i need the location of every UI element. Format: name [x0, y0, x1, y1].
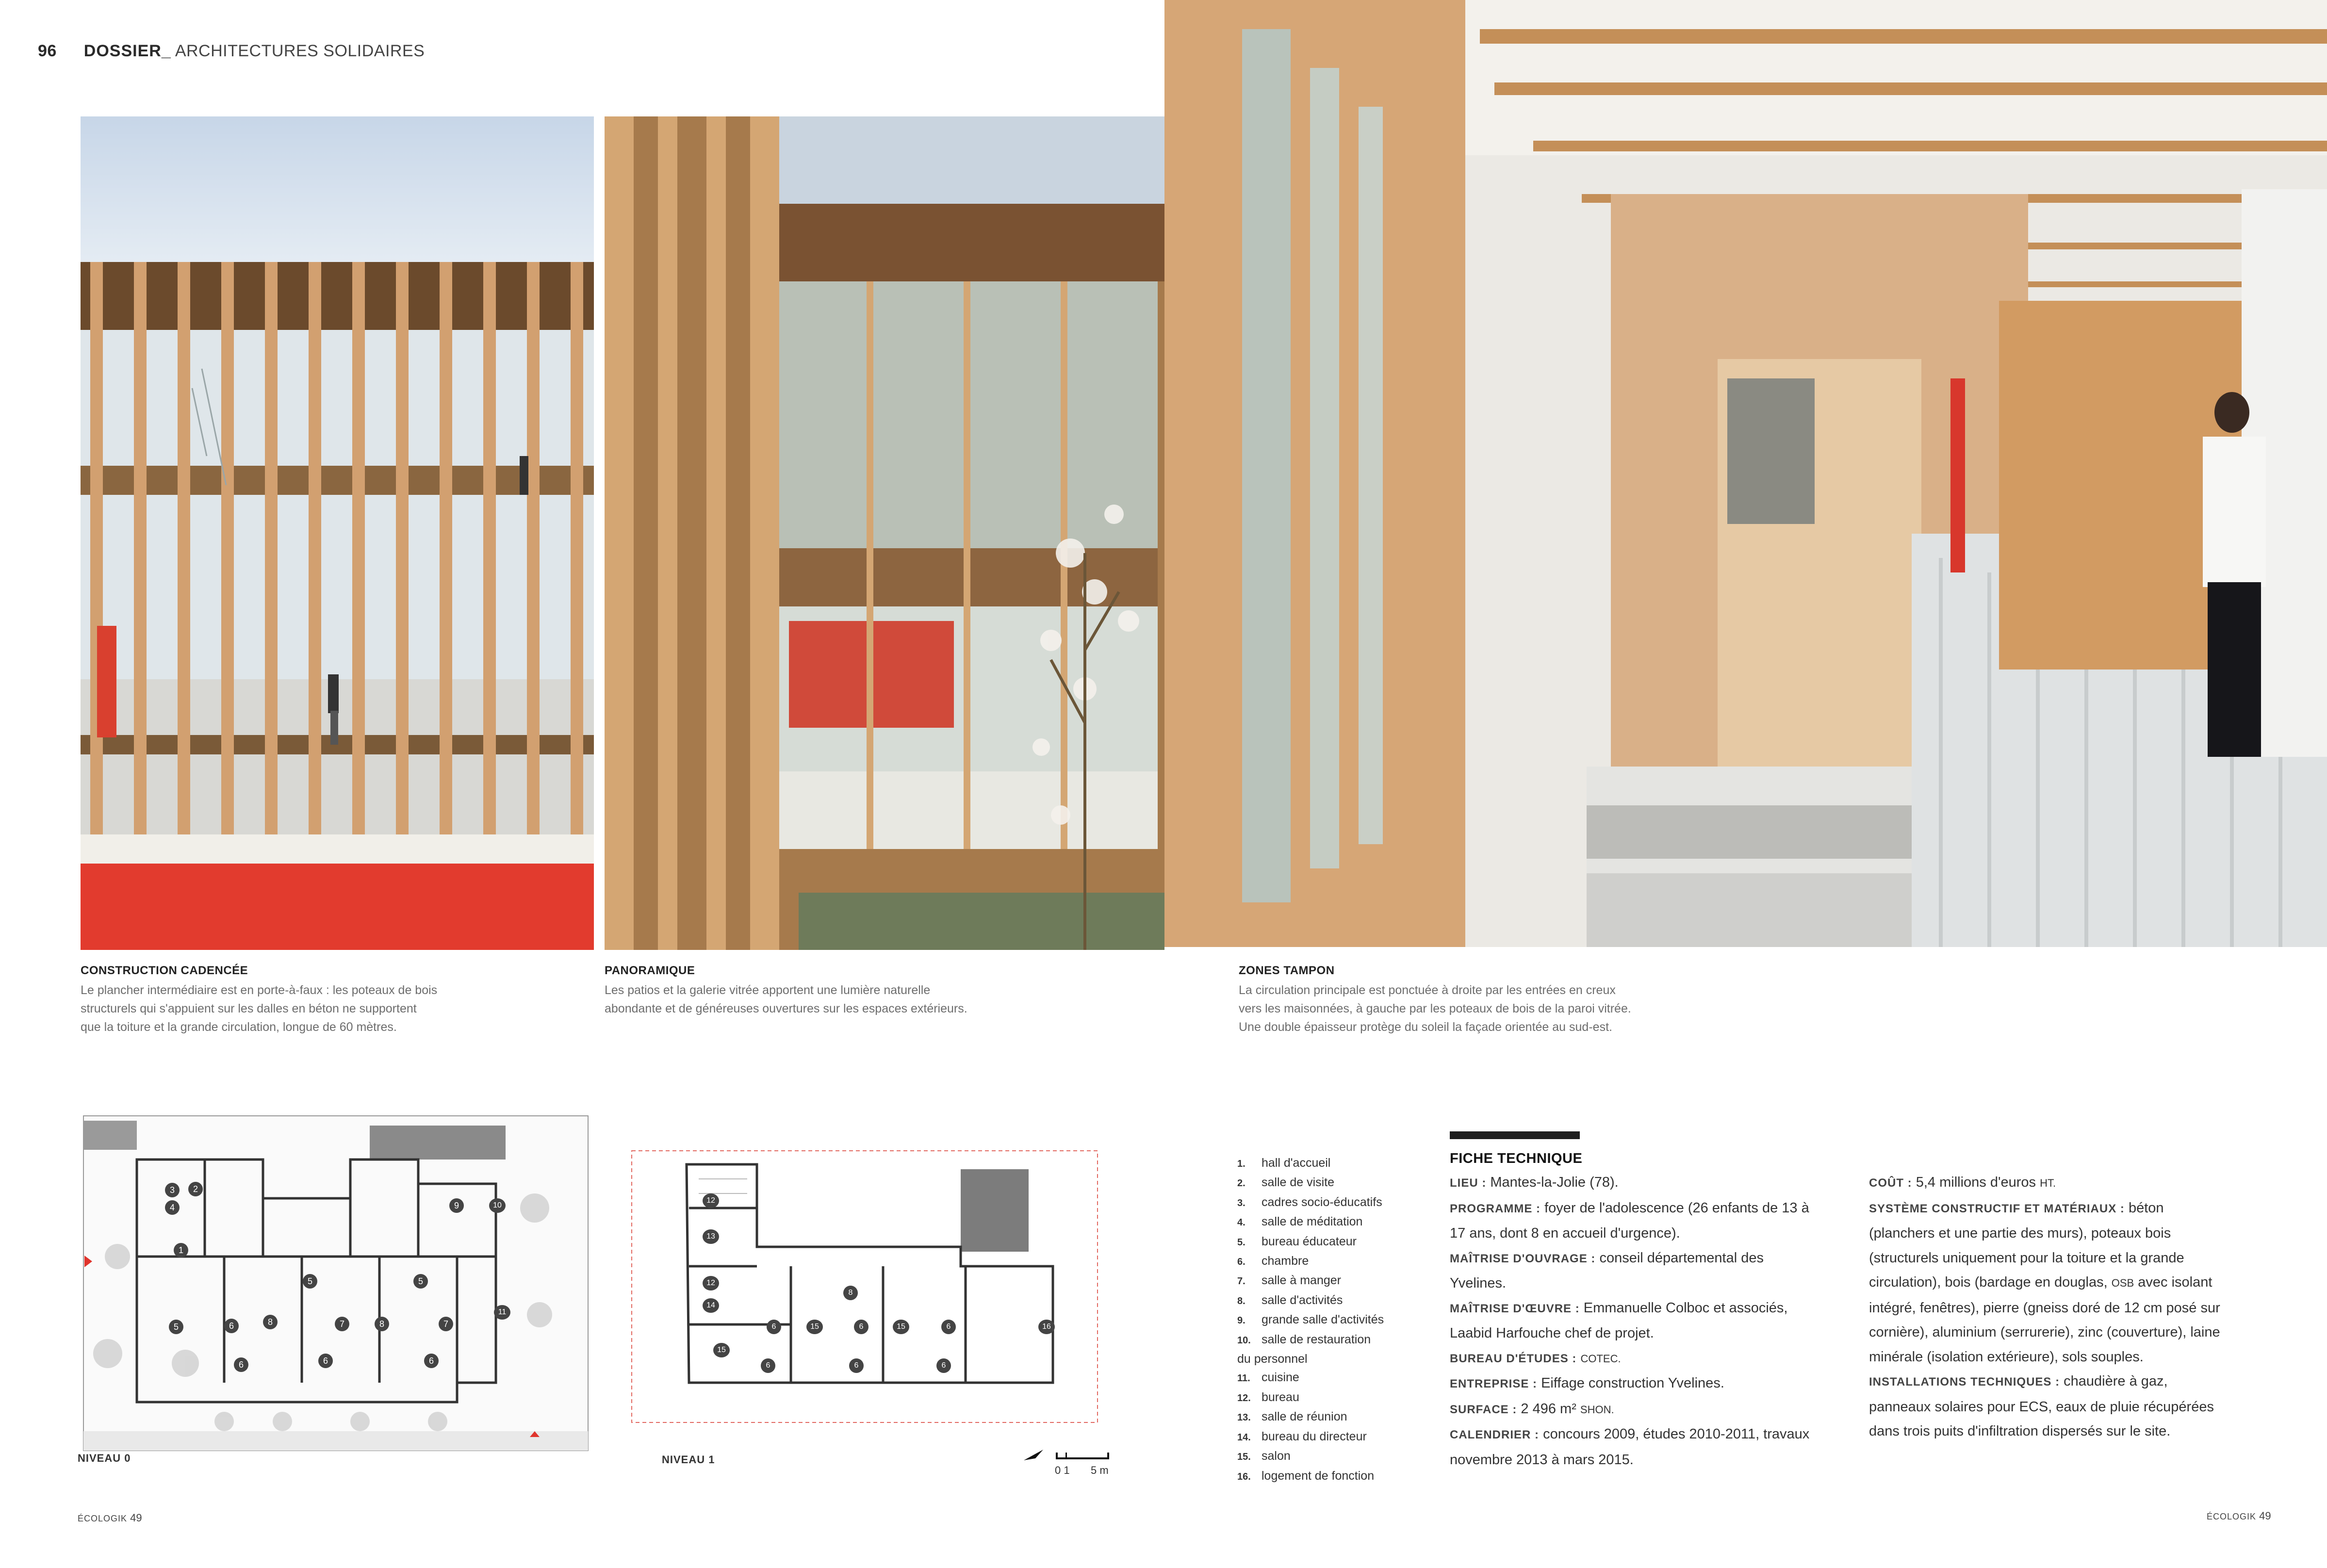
tech-maitrise-oeuvre: MAÎTRISE D'ŒUVRE : Emmanuelle Colboc et associés,	[1450, 1300, 1788, 1316]
caption-line: La circulation principale est ponctuée à droite par les entrées en creux	[1239, 983, 1616, 997]
room-number: 5	[413, 1274, 428, 1289]
footer-left: ÉCOLOGIK 49	[78, 1512, 142, 1524]
room-number: 6	[936, 1358, 951, 1373]
legend-item: 2. salle de visite	[1237, 1176, 1335, 1190]
caption-line: abondante et de généreuses ouvertures sur les espaces extérieurs.	[605, 1002, 967, 1015]
scale-bar	[1019, 1446, 1111, 1480]
plan-label-level-1: NIVEAU 1	[662, 1454, 715, 1466]
tech-systeme-cont: (planchers et une partie des murs), poteaux bois	[1869, 1225, 2171, 1241]
room-number: 6	[849, 1358, 864, 1373]
tech-sheet-rule	[1450, 1131, 1580, 1139]
caption-panoramique	[605, 962, 1090, 1018]
room-number: 15	[893, 1320, 909, 1334]
room-number: 15	[713, 1343, 730, 1357]
tech-sheet-title: FICHE TECHNIQUE	[1450, 1151, 1583, 1166]
caption-zones-tampon	[1239, 962, 1772, 1036]
room-number: 1	[174, 1243, 188, 1258]
room-number: 6	[224, 1319, 239, 1333]
legend-item: 8. salle d'activités	[1237, 1293, 1343, 1307]
legend-item: 11. cuisine	[1237, 1371, 1299, 1385]
photo-corridor	[1164, 0, 2327, 947]
legend-item: 12. bureau	[1237, 1390, 1299, 1404]
room-number: 8	[263, 1315, 278, 1329]
room-number: 3	[165, 1183, 180, 1197]
caption-line: Le plancher intermédiaire est en porte-à-faux : les poteaux de bois	[81, 983, 438, 997]
caption-line: Les patios et la galerie vitrée apportent une lumière naturelle	[605, 983, 931, 997]
tech-sheet-column-2	[1869, 1170, 2281, 1444]
page-header	[38, 42, 425, 61]
legend-item: 14. bureau du directeur	[1237, 1429, 1367, 1443]
tech-maitrise-ouvrage: MAÎTRISE D'OUVRAGE : conseil départemental des	[1450, 1250, 1764, 1266]
room-number: 6	[941, 1320, 956, 1334]
tech-entreprise: ENTREPRISE : Eiffage construction Yvelines.	[1450, 1375, 1724, 1391]
tech-systeme-cont: minérale (isolation extérieure), sols souples.	[1869, 1349, 2144, 1365]
room-number: 8	[375, 1317, 389, 1331]
room-number: 6	[318, 1354, 333, 1368]
room-number: 5	[169, 1320, 183, 1334]
room-number: 6	[424, 1354, 439, 1368]
tech-cout: COÛT : 5,4 millions d'euros HT.	[1869, 1175, 2056, 1190]
room-number: 14	[703, 1298, 719, 1313]
room-number: 12	[703, 1276, 719, 1290]
room-number: 6	[761, 1358, 775, 1373]
tech-calendrier-cont: novembre 2013 à mars 2015.	[1450, 1452, 1634, 1468]
room-number: 15	[806, 1320, 823, 1334]
caption-line: que la toiture et la grande circulation, longue de 60 mètres.	[81, 1020, 397, 1034]
legend-item: 3. cadres socio-éducatifs	[1237, 1195, 1382, 1209]
tech-bureau-etudes: BUREAU D'ÉTUDES : COTEC.	[1450, 1352, 1621, 1365]
page-number: 96	[38, 42, 57, 60]
caption-line: structurels qui s'appuient sur les dalles en béton ne supportent	[81, 1002, 417, 1015]
room-number: 12	[703, 1193, 719, 1208]
room-number: 9	[449, 1198, 464, 1213]
room-number: 11	[494, 1305, 510, 1320]
floor-plan-level-0	[79, 1111, 593, 1455]
tech-systeme-cont: cornière), aluminium (serrurerie), zinc (couverture), laine	[1869, 1324, 2220, 1340]
legend-item: 15. salon	[1237, 1449, 1291, 1463]
legend-item: 6. chambre	[1237, 1254, 1309, 1268]
caption-title: CONSTRUCTION CADENCÉE	[81, 964, 248, 977]
tech-maitrise-ouvrage-cont: Yvelines.	[1450, 1275, 1507, 1291]
tech-maitrise-oeuvre-cont: Laabid Harfouche chef de projet.	[1450, 1325, 1654, 1341]
tech-systeme-cont: (structurels uniquement pour la toiture et la grande	[1869, 1250, 2184, 1266]
plan-label-level-0: NIVEAU 0	[78, 1452, 131, 1464]
room-number: 8	[843, 1286, 858, 1300]
dossier-label: DOSSIER_	[83, 42, 171, 60]
tech-installations-cont: dans trois puits d'infiltration dispersés sur le site.	[1869, 1423, 2171, 1439]
legend-item: du personnel	[1237, 1352, 1308, 1366]
legend-item: 9. grande salle d'activités	[1237, 1313, 1384, 1327]
caption-title: ZONES TAMPON	[1239, 964, 1335, 977]
legend-item: 13. salle de réunion	[1237, 1410, 1347, 1424]
section-title: ARCHITECTURES SOLIDAIRES	[175, 42, 425, 60]
tech-programme: PROGRAMME : foyer de l'adolescence (26 enfants de 13 à	[1450, 1200, 1809, 1216]
tech-programme-cont: 17 ans, dont 8 en accueil d'urgence).	[1450, 1225, 1680, 1241]
legend-item: 16. logement de fonction	[1237, 1469, 1375, 1483]
photo-patio	[605, 116, 1164, 950]
room-number: 6	[854, 1320, 869, 1334]
room-number: 13	[703, 1229, 719, 1244]
tech-sheet-column-1	[1450, 1170, 1838, 1472]
room-number: 7	[335, 1317, 349, 1331]
north-arrow-icon	[1024, 1450, 1043, 1460]
caption-line: vers les maisonnées, à gauche par les poteaux de bois de la paroi vitrée.	[1239, 1002, 1631, 1015]
room-number: 2	[188, 1182, 203, 1196]
floor-plan-level-1	[631, 1150, 1111, 1426]
room-number: 5	[303, 1274, 317, 1289]
room-number: 16	[1038, 1320, 1055, 1334]
legend-item: 7. salle à manger	[1237, 1274, 1341, 1288]
scale-label-end: 5 m	[1091, 1464, 1109, 1476]
legend-item: 4. salle de méditation	[1237, 1215, 1363, 1229]
tech-lieu: LIEU : Mantes-la-Jolie (78).	[1450, 1175, 1619, 1190]
room-legend	[1237, 1154, 1422, 1486]
tech-systeme-cont: intégré, fenêtres), pierre (gneiss doré de 12 cm posé sur	[1869, 1300, 2220, 1316]
room-number: 6	[234, 1357, 248, 1372]
tech-calendrier: CALENDRIER : concours 2009, études 2010-2011, travaux	[1450, 1426, 1810, 1442]
legend-item: 10. salle de restauration	[1237, 1332, 1371, 1346]
footer-right: ÉCOLOGIK 49	[2207, 1510, 2271, 1522]
legend-item: 1. hall d'accueil	[1237, 1156, 1331, 1170]
room-number: 6	[767, 1320, 781, 1334]
room-number: 10	[489, 1198, 506, 1213]
tech-systeme: SYSTÈME CONSTRUCTIF ET MATÉRIAUX : béton	[1869, 1200, 2164, 1216]
caption-line: Une double épaisseur protège du soleil la façade orientée au sud-est.	[1239, 1020, 1612, 1034]
caption-construction	[81, 962, 566, 1036]
tech-systeme-cont: circulation), bois (bardage en douglas, OSB avec isolant	[1869, 1274, 2212, 1290]
caption-title: PANORAMIQUE	[605, 964, 695, 977]
photo-facade	[81, 116, 594, 950]
tech-installations: INSTALLATIONS TECHNIQUES : chaudière à gaz,	[1869, 1373, 2168, 1389]
scale-label-start: 0 1	[1055, 1464, 1070, 1476]
tech-installations-cont: panneaux solaires pour ECS, eaux de pluie récupérées	[1869, 1399, 2214, 1415]
legend-item: 5. bureau éducateur	[1237, 1234, 1357, 1248]
room-number: 4	[165, 1200, 180, 1215]
tech-surface: SURFACE : 2 496 m² SHON.	[1450, 1401, 1614, 1417]
room-number: 7	[439, 1317, 453, 1331]
